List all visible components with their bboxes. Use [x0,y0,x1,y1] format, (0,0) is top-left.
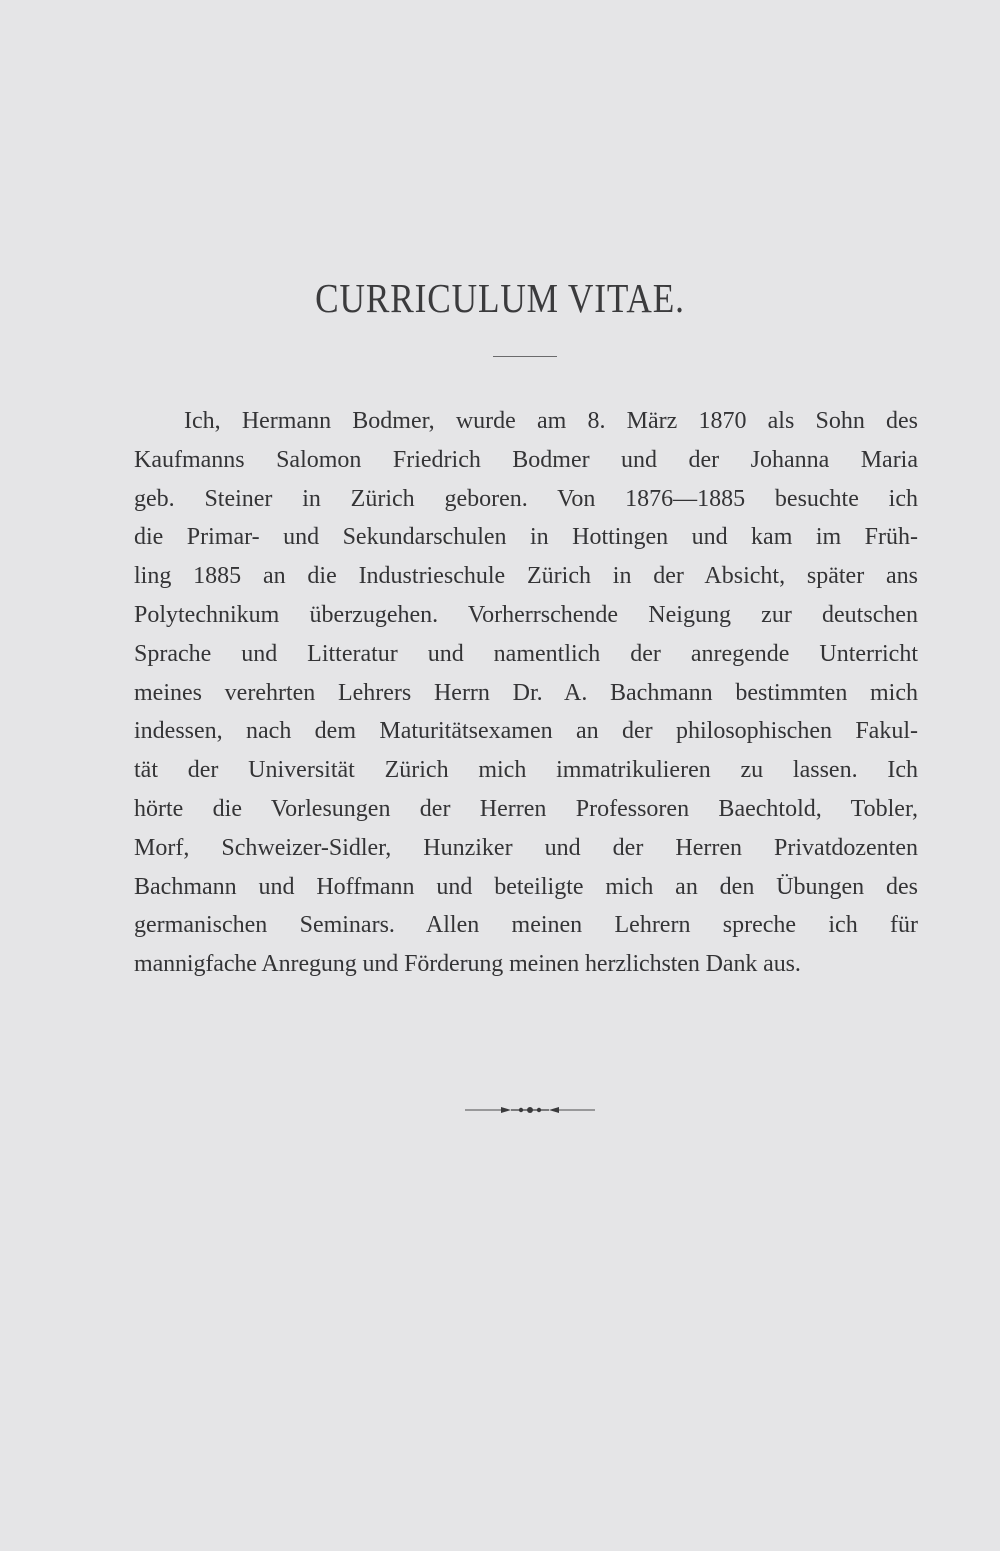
paragraph-line: Bachmann und Hoffmann und beteiligte mich an den Übungen des [134,873,918,900]
paragraph-line: geb. Steiner in Zürich geboren. Von 1876—1885 besuchte ich [134,485,918,512]
paragraph-line: germanischen Seminars. Allen meinen Lehrern spreche ich für [134,912,918,939]
paragraph-line: tät der Universität Zürich mich immatrikulieren zu lassen. Ich [134,757,918,784]
end-ornament-icon [465,1102,595,1118]
paragraph-line: mannigfache Anregung und Förderung meinen herzlichsten Dank aus. [134,951,801,978]
paragraph-line: hörte die Vorlesungen der Herren Professoren Baechtold, Tobler, [134,795,918,822]
paragraph-line: Ich, Hermann Bodmer, wurde am 8. März 1870 als Sohn des [184,408,918,434]
paragraph-line: Sprache und Litteratur und namentlich der anregende Unterricht [134,640,918,667]
paragraph-line: Kaufmanns Salomon Friedrich Bodmer und der Johanna Maria [134,446,918,473]
paragraph-line: indessen, nach dem Maturitätsexamen an der philosophischen Fakul- [134,718,918,745]
paragraph-line: Morf, Schweizer-Sidler, Hunziker und der Herren Privatdozenten [134,834,918,861]
cv-paragraph [134,402,918,984]
paragraph-line: die Primar- und Sekundarschulen in Hottingen und kam im Früh- [134,524,918,551]
paragraph-line: ling 1885 an die Industrieschule Zürich in der Absicht, später ans [134,563,918,590]
paragraph-line: Polytechnikum überzugehen. Vorherrschende Neigung zur deutschen [134,601,918,628]
paragraph-line: meines verehrten Lehrers Herrn Dr. A. Bachmann bestimmten mich [134,679,918,706]
page-title: CURRICULUM VITAE. [315,275,685,321]
title-divider [493,356,557,357]
